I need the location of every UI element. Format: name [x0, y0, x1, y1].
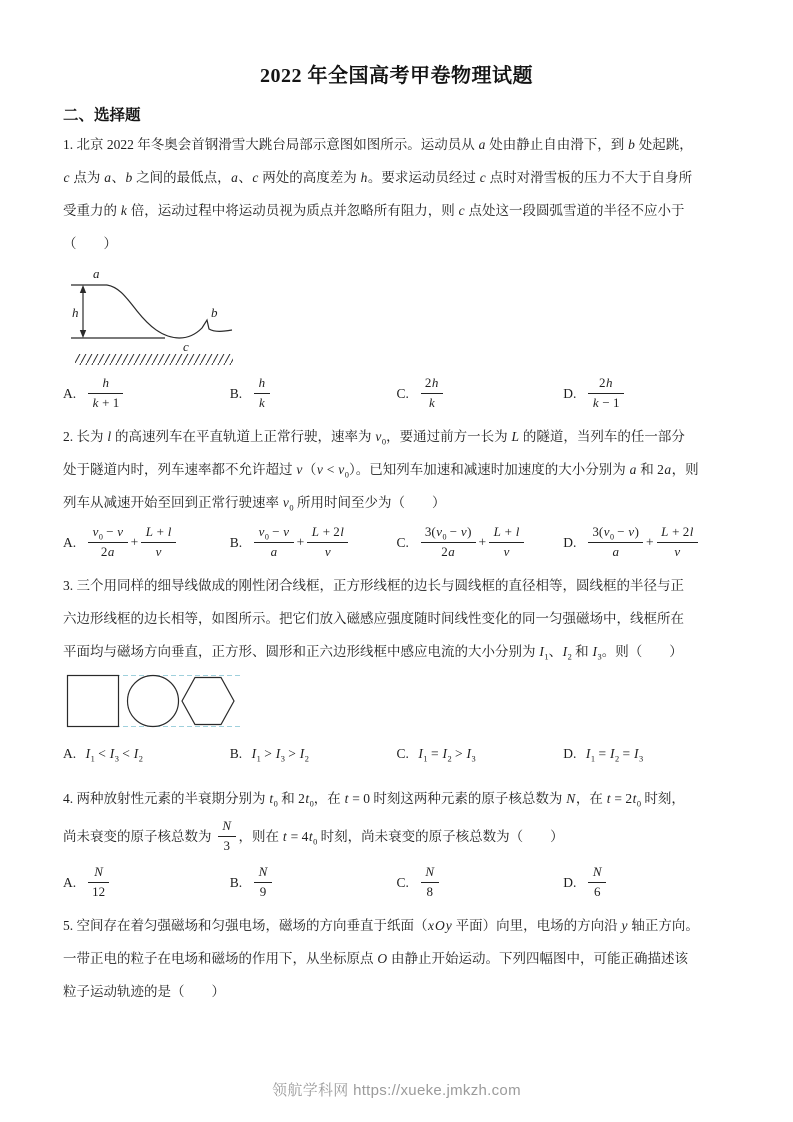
arrowhead-down-icon — [80, 330, 86, 338]
option-label: D. — [563, 386, 577, 401]
option-label: D. — [563, 746, 577, 761]
q1-option-d — [563, 374, 730, 414]
q1-line-1: 1. 北京 2022 年冬奥会首钢滑雪大跳台局部示意图如图所示。运动员从 a 处由静止自由滑下，到 b 处起跳， — [63, 137, 693, 152]
option-label: B. — [229, 746, 243, 761]
q4-line-1: 4. 两种放射性元素的半衰期分别为 $t_0$ 和 $2t_0$，在 t = 0 时刻这两种元素的原子核总数为 N，在 $t = 2t_0$ 时刻， — [63, 791, 685, 809]
square-frame — [68, 676, 119, 727]
option-formula: $\frac{N}{12}$ — [85, 866, 112, 901]
option-label: A. — [63, 535, 77, 550]
wire-frames-figure — [65, 672, 245, 730]
option-formula: $\frac{h}{k + 1}$ — [85, 377, 126, 412]
option-formula: $I_1 = I_2 = I_3$ — [585, 746, 644, 764]
option-formula: $\frac{N}{9}$ — [251, 866, 275, 901]
footer-site-text: 领航学科网 https://xueke.jmkzh.com — [272, 1082, 521, 1099]
q5-text — [63, 909, 730, 1008]
ski-slope-figure — [69, 264, 249, 370]
option-formula: $I_1 < I_3 < I_2$ — [85, 746, 143, 764]
q3-options — [63, 734, 730, 774]
q3-line-3: 平面均与磁场方向垂直，正方形、圆形和正六边形线框中感应电流的大小分别为 $I_1$、$I_2$ 和 $I_3$。则（ ） — [63, 644, 683, 662]
q1-option-b — [230, 374, 397, 414]
option-label: C. — [396, 386, 409, 401]
section-heading: 二、选择题 — [63, 107, 141, 124]
q1-line-2: c 点为 a、b 之间的最低点，a、c 两处的高度差为 h。要求运动员经过 c 点时对滑雪板的压力不大于自身所 — [63, 170, 693, 185]
point-b-label: b — [211, 305, 218, 320]
q3-text — [63, 569, 730, 668]
q4-option-b — [230, 863, 397, 903]
footer-watermark — [0, 1079, 793, 1100]
q1-option-c — [397, 374, 564, 414]
page-title: 2022 年全国高考甲卷物理试题 — [260, 65, 533, 87]
arrowhead-up-icon — [80, 285, 86, 293]
q2-options — [63, 521, 730, 565]
q5-line-3: 粒子运动轨迹的是（ ） — [63, 984, 225, 999]
q5-line-1: 5. 空间存在着匀强磁场和匀强电场，磁场的方向垂直于纸面（xOy 平面）向里，电场的方向沿 y 轴正方向。 — [63, 918, 699, 933]
q3-option-d — [563, 734, 730, 774]
option-formula: $\frac{v_0 - v}{a}$ + $\frac{L + 2l}{v}$ — [251, 526, 351, 561]
q4-option-c — [397, 863, 564, 903]
q2-option-b — [230, 523, 397, 563]
question-5 — [63, 909, 730, 1008]
q5-line-2: 一带正电的粒子在电场和磁场的作用下，从坐标原点 O 由静止开始运动。下列四幅图中，可能正确描述该 — [63, 951, 688, 966]
circle-frame — [128, 676, 179, 727]
height-h-label: h — [72, 305, 79, 320]
option-label: B. — [229, 875, 243, 890]
question-3 — [63, 569, 730, 774]
option-formula: $\frac{3(v_0 - v)}{a}$ + $\frac{L + 2l}{v}$ — [585, 526, 700, 561]
option-formula: $\frac{N}{6}$ — [585, 866, 609, 901]
question-4 — [63, 782, 730, 905]
option-label: A. — [63, 386, 77, 401]
q2-option-d — [563, 523, 730, 563]
q1-line-3: 受重力的 k 倍，运动过程中将运动员视为质点并忽略所有阻力，则 c 点处这一段圆弧雪道的半径不应小于 — [63, 203, 685, 218]
q2-line-3: 列车从减速开始至回到正常行驶速率 $v_0$ 所用时间至少为（ ） — [63, 495, 446, 513]
q4-option-a — [63, 863, 230, 903]
q1-answer-blank: （ ） — [63, 236, 117, 251]
hexagon-frame — [182, 678, 234, 725]
option-label: B. — [229, 386, 243, 401]
option-formula: $\frac{2h}{k - 1}$ — [585, 377, 626, 412]
question-1 — [63, 128, 730, 416]
option-formula: $\frac{h}{k}$ — [251, 377, 273, 412]
hatched-ground — [75, 354, 233, 365]
q4-option-d — [563, 863, 730, 903]
q2-option-c — [397, 523, 564, 563]
q1-option-a — [63, 374, 230, 414]
q1-options — [63, 372, 730, 416]
q4-text — [63, 782, 730, 859]
option-label: A. — [63, 746, 77, 761]
q3-option-b — [230, 734, 397, 774]
option-formula: $\frac{N}{8}$ — [418, 866, 442, 901]
point-a-label: a — [93, 266, 100, 281]
q3-line-2: 六边形线框的边长相等，如图所示。把它们放入磁感应强度随时间线性变化的同一匀强磁场中，线框所在 — [63, 611, 684, 626]
q3-option-a — [63, 734, 230, 774]
q4-line-2: 尚未衰变的原子核总数为 $\frac{N}{3}$ ，则在 $t = 4t_0$ 时刻，尚未衰变的原子核总数为（ ） — [63, 818, 564, 854]
option-label: B. — [229, 535, 243, 550]
option-formula: $I_1 = I_2 > I_3$ — [418, 746, 476, 764]
option-label: D. — [563, 875, 577, 890]
q1-text — [63, 128, 730, 260]
option-formula: $\frac{2h}{k}$ — [418, 377, 446, 412]
option-formula: $I_1 > I_3 > I_2$ — [251, 746, 309, 764]
question-2 — [63, 420, 730, 565]
option-label: C. — [396, 535, 409, 550]
option-formula: $\frac{3(v_0 - v)}{2a}$ + $\frac{L + l}{v}$ — [418, 526, 527, 561]
q4-options — [63, 861, 730, 905]
option-formula: $\frac{v_0 - v}{2a}$ + $\frac{L + l}{v}$ — [85, 526, 179, 561]
option-label: C. — [396, 746, 409, 761]
q3-line-1: 3. 三个用同样的细导线做成的刚性闭合线框，正方形线框的边长与圆线框的直径相等，圆线框的半径与正 — [63, 578, 684, 593]
q2-text — [63, 420, 730, 519]
point-c-label: c — [183, 339, 189, 354]
option-label: C. — [396, 875, 409, 890]
q2-line-2: 处于隧道内时，列车速率都不允许超过 $v(v < v_0)$。已知列车加速和减速时加速度的大小分别为 a 和 2a，则 — [63, 462, 699, 480]
option-label: D. — [563, 535, 577, 550]
q2-option-a — [63, 523, 230, 563]
q3-option-c — [397, 734, 564, 774]
option-label: A. — [63, 875, 77, 890]
q2-line-1: 2. 长为 l 的高速列车在平直轨道上正常行驶，速率为 $v_0$，要通过前方一长为 L 的隧道，当列车的任一部分 — [63, 429, 685, 447]
